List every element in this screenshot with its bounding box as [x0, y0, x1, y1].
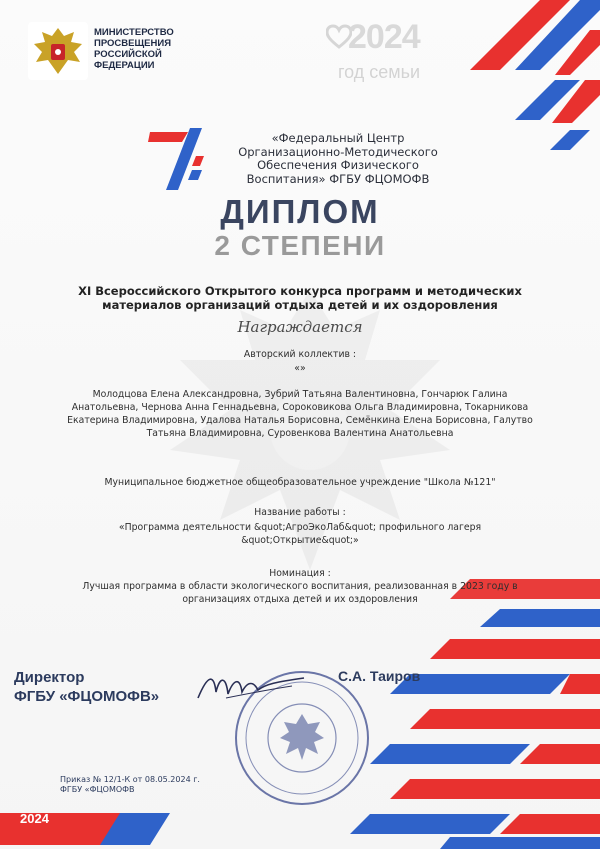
- ministry-name: МИНИСТЕРСТВО ПРОСВЕЩЕНИЯ РОССИЙСКОЙ ФЕДЕРАЦИИ: [94, 27, 174, 71]
- authors-quote: «»: [294, 363, 306, 374]
- year-of-family-number: 2024: [348, 18, 420, 56]
- year-of-family-tagline: год семьи: [338, 62, 421, 82]
- authors-label: Авторский коллектив :: [243, 349, 357, 360]
- work-title-label: Название работы :: [254, 507, 346, 518]
- coat-of-arms-icon: [28, 22, 88, 80]
- director-name: С.А. Таиров: [338, 668, 421, 684]
- institution-name: Муниципальное бюджетное общеобразовательное учреждение "Школа №121": [104, 477, 496, 488]
- director-signature-icon: [196, 668, 306, 708]
- director-title: Директор ФГБУ «ФЦОМОФВ»: [14, 669, 160, 705]
- ministry-logo: [28, 22, 198, 80]
- contest-name: XI Всероссийского Открытого конкурса программ и методических материалов организаций отдыха детей и их оздоровления: [78, 284, 522, 312]
- fcomofv-logo-icon: [148, 126, 212, 192]
- organization-name: «Федеральный Центр Организационно-Методического Обеспечения Физического Воспитания» ФГБУ ФЦОМОФВ: [238, 131, 438, 186]
- diploma-degree: 2 СТЕПЕНИ: [214, 230, 386, 261]
- footer-year: 2024: [20, 811, 49, 826]
- year-of-family-logo: [328, 18, 438, 88]
- nomination-text: Лучшая программа в области экологического воспитания, реализованная в 2023 году в организациях отдыха детей и их оздоровления: [82, 581, 518, 605]
- nomination-label: Номинация :: [269, 568, 331, 579]
- authors-list: Молодцова Елена Александровна, Зубрий Татьяна Валентиновна, Гончарюк Галина Анатольевна, Чернова Анна Геннадьевна, Сороковикова Ольга Владимировна, Токарникова Екатерина Владимировна, Удалова Наталья Борисовна, Семёнкина Елена Борисовна, Галутво Татьяна Владимировна, Суровенкова Валентина Анатольевна: [67, 389, 533, 439]
- work-title: «Программа деятельности &quot;АгроЭкоЛаб&quot; профильного лагеря &quot;Открытие&quot;»: [118, 522, 482, 546]
- order-reference: Приказ № 12/1-К от 08.05.2024 г. ФГБУ «ФЦОМОФВ: [60, 775, 200, 794]
- diploma-title: ДИПЛОМ: [220, 193, 380, 230]
- awarded-label: Награждается: [237, 318, 363, 336]
